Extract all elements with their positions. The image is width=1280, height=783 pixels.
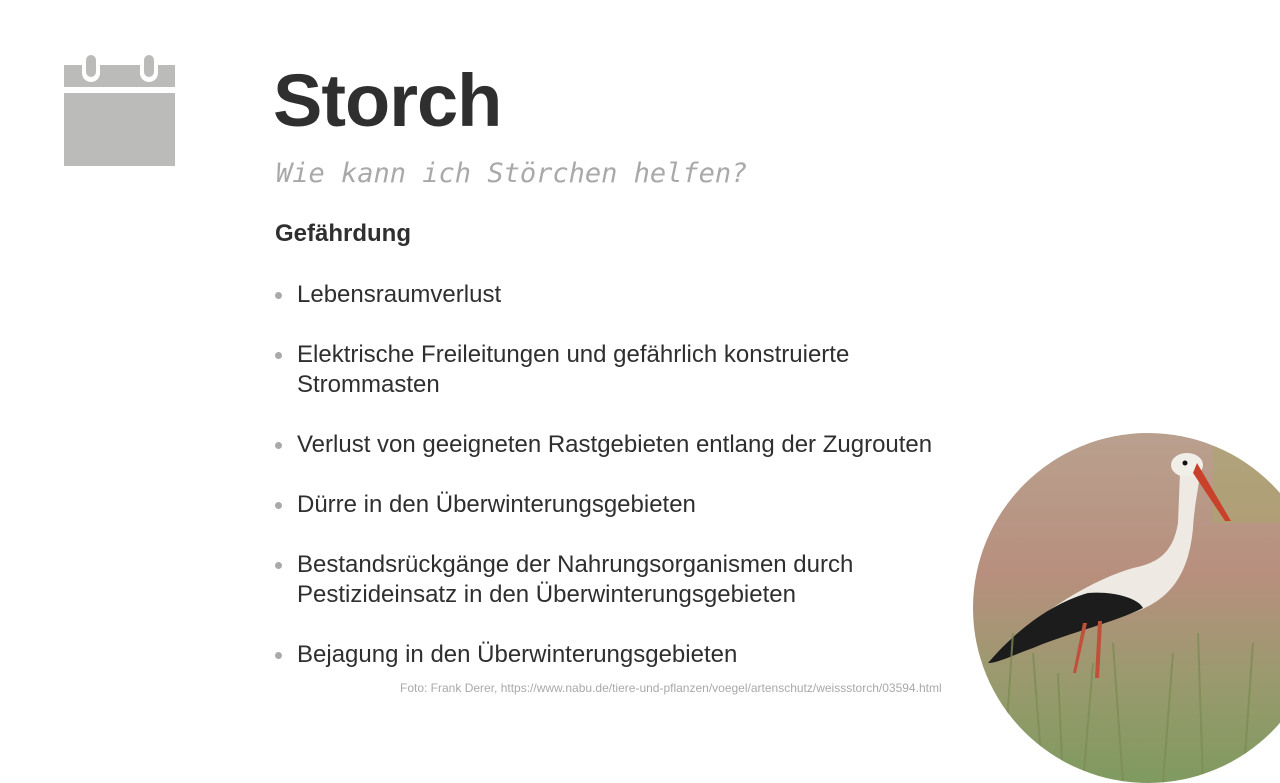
bullet-icon [275,652,282,659]
list-item: Bejagung in den Überwinterungsgebieten [275,640,975,670]
list-item: Lebensraumverlust [275,280,975,310]
calendar-icon [64,55,175,166]
list-item: Verlust von geeigneten Rastgebieten entlang der Zugrouten [275,430,975,460]
threat-list [275,280,975,700]
subtitle: Wie kann ich Störchen helfen? [276,158,748,189]
page-title: Storch [273,59,502,142]
list-item: Elektrische Freileitungen und gefährlich konstruierte Strommasten [275,340,975,400]
section-heading: Gefährdung [275,220,411,247]
bullet-icon [275,442,282,449]
bullet-icon [275,502,282,509]
photo-credit: Foto: Frank Derer, https://www.nabu.de/tiere-und-pflanzen/voegel/artenschutz/weissstorch/03594.html [400,681,942,695]
bullet-icon [275,352,282,359]
bullet-icon [275,292,282,299]
list-item: Dürre in den Überwinterungsgebieten [275,490,975,520]
stork-photo [973,433,1280,783]
list-item: Bestandsrückgänge der Nahrungsorganismen durch Pestizideinsatz in den Überwinterungsgebieten [275,550,917,610]
bullet-icon [275,562,282,569]
